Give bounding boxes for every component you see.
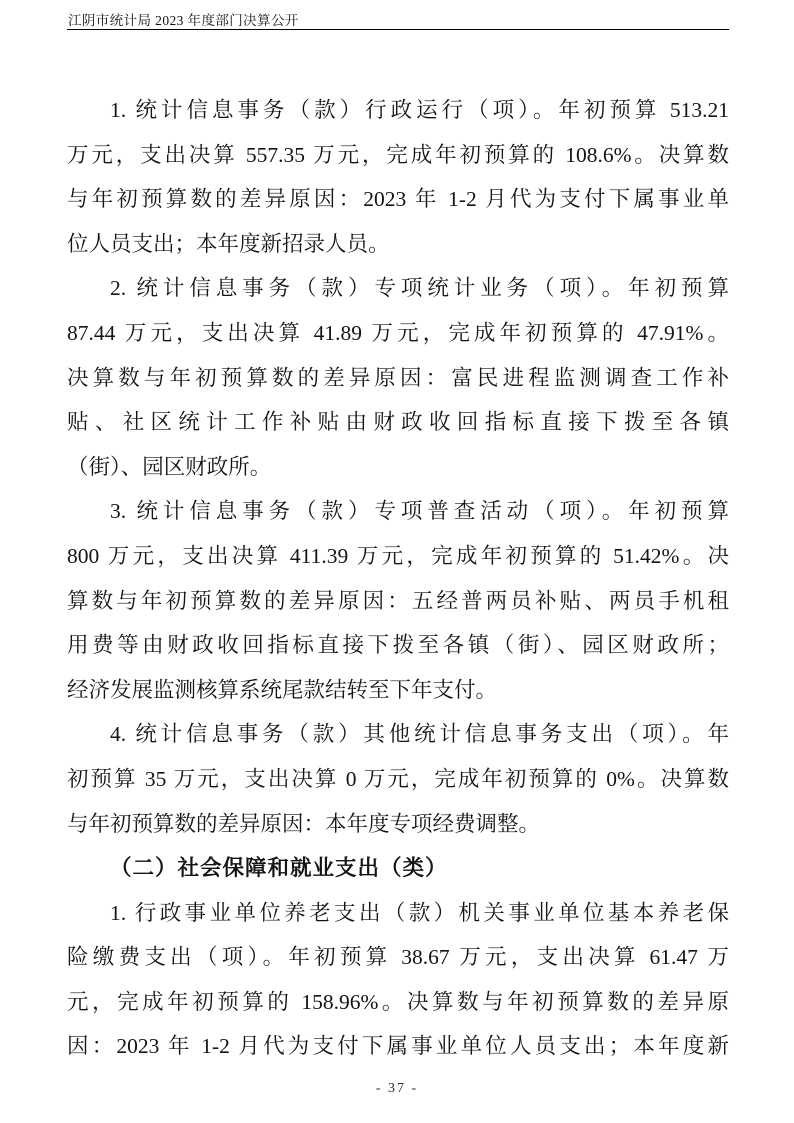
page-number: - 37 - [375, 1081, 419, 1096]
text-line: 险缴费支出（项）。年初预算 38.67 万元，支出决算 61.47 万 [67, 945, 729, 970]
header-rule [67, 29, 729, 30]
text-line: 初预算 35 万元，支出决算 0 万元，完成年初预算的 0%。决算数 [67, 766, 729, 791]
text-line: 1. 行政事业单位养老支出（款）机关事业单位基本养老保 [110, 900, 729, 925]
page-footer [0, 1081, 794, 1097]
text-line: 与年初预算数的差异原因：2023 年 1-2 月代为支付下属事业单 [67, 187, 729, 212]
header-title: 江阴市统计局 2023 年度部门决算公开 [68, 13, 299, 28]
document-body [67, 88, 729, 1069]
text-line: 贴、社区统计工作补贴由财政收回指标直接下拨至各镇 [67, 410, 729, 435]
text-line: 算数与年初预算数的差异原因：五经普两员补贴、两员手机租 [67, 588, 729, 613]
text-line: 用费等由财政收回指标直接下拨至各镇（街）、园区财政所； [67, 633, 729, 658]
paragraph-2 [67, 266, 729, 489]
text-line: （街）、园区财政所。 [67, 454, 272, 479]
text-line: 1. 统计信息事务（款）行政运行（项）。年初预算 513.21 [110, 98, 729, 122]
text-line: 经济发展监测核算系统尾款结转至下年支付。 [67, 677, 498, 702]
text-line: 位人员支出；本年度新招录人员。 [67, 231, 390, 256]
text-line: 因：2023 年 1-2 月代为支付下属事业单位人员支出；本年度新 [67, 1034, 729, 1059]
section-heading [67, 846, 729, 891]
text-line: 4. 统计信息事务（款）其他统计信息事务支出（项）。年 [110, 722, 729, 747]
text-line: 3. 统计信息事务（款）专项普查活动（项）。年初预算 [110, 499, 729, 524]
text-line: 2. 统计信息事务（款）专项统计业务（项）。年初预算 [110, 276, 729, 301]
text-line: 87.44 万元，支出决算 41.89 万元，完成年初预算的 47.91%。 [67, 320, 729, 345]
text-line: 万元，支出决算 557.35 万元，完成年初预算的 108.6%。决算数 [67, 142, 729, 167]
paragraph-3 [67, 489, 729, 712]
paragraph-1 [67, 88, 729, 266]
paragraph-5 [67, 891, 729, 1069]
text-line: 与年初预算数的差异原因：本年度专项经费调整。 [67, 811, 541, 836]
text-line: 决算数与年初预算数的差异原因：富民进程监测调查工作补 [67, 365, 729, 390]
text-line: 800 万元，支出决算 411.39 万元，完成年初预算的 51.42%。决 [67, 543, 729, 568]
section-heading-text: （二）社会保障和就业支出（类） [110, 856, 448, 881]
text-line: 元，完成年初预算的 158.96%。决算数与年初预算数的差异原 [67, 989, 729, 1014]
paragraph-4 [67, 712, 729, 846]
